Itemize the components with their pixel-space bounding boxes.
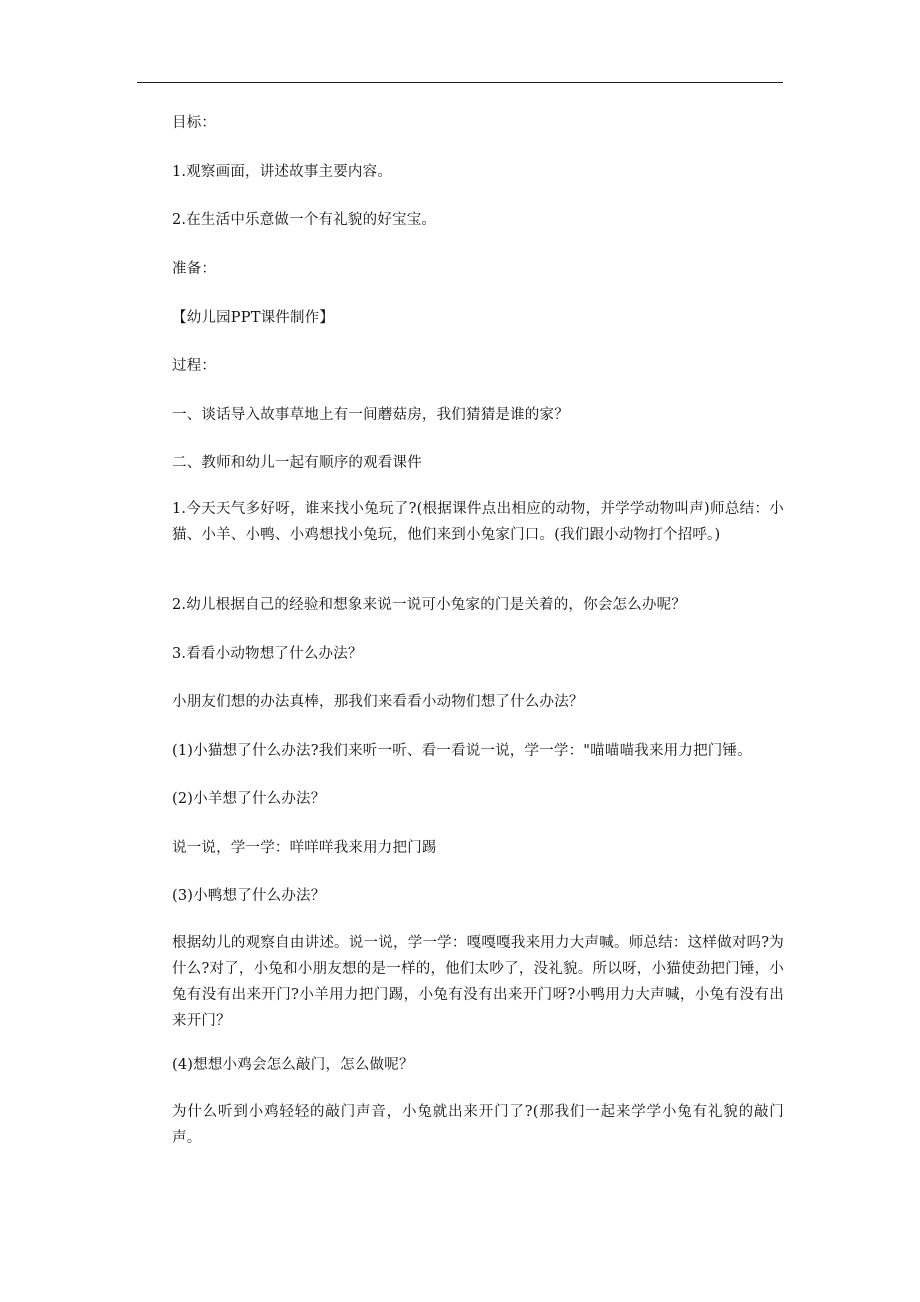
header-rule (137, 82, 783, 83)
process-paragraph-closing: 为什么听到小鸡轻轻的敲门声音，小兔就出来开门了?(那我们一起来学学小兔有礼貌的敲门声。 (172, 1104, 784, 1146)
process-paragraph-1: 1.今天天气多好呀，谁来找小兔玩了?(根据课件点出相应的动物，并学学动物叫声)师总结：小猫、小羊、小鸭、小鸡想找小兔玩，他们来到小兔家门口。(我们跟小动物打个招呼。) (172, 501, 784, 543)
goal-item-1: 1.观察画面，讲述故事主要内容。 (172, 164, 393, 180)
preparation-item: 【幼儿园PPT课件制作】 (172, 310, 335, 326)
process-step-1: 一、谈话导入故事草地上有一间蘑菇房，我们猜猜是谁的家？ (172, 407, 569, 423)
process-paragraph-chicken-question: (4)想想小鸡会怎么敲门，怎么做呢？ (172, 1057, 414, 1073)
process-paragraph-duck-question: (3)小鸭想了什么办法？ (172, 888, 326, 904)
process-paragraph-4: 小朋友们想的办法真棒，那我们来看看小动物们想了什么办法？ (172, 694, 584, 710)
section-label-goals: 目标： (172, 115, 217, 131)
section-label-preparation: 准备： (172, 261, 217, 277)
process-paragraph-sheep-question: (2)小羊想了什么办法？ (172, 791, 326, 807)
goal-item-2: 2.在生活中乐意做一个有礼貌的好宝宝。 (172, 212, 437, 228)
process-paragraph-summary: 根据幼儿的观察自由讲述。说一说，学一学：嘎嘎嘎我来用力大声喊。师总结：这样做对吗?为什么?对了，小兔和小朋友想的是一样的，他们太吵了，没礼貌。所以呀，小猫使劲把门锤，小兔有没有出来开门?小羊用力把门踢，小兔有没有出来开门呀?小鸭用力大声喊，小兔有没有出来开门？ (172, 935, 784, 1029)
process-paragraph-cat: (1)小猫想了什么办法?我们来听一听、看一看说一说，学一学："喵喵喵我来用力把门锤。 (172, 743, 752, 759)
process-step-2: 二、教师和幼儿一起有顺序的观看课件 (172, 455, 422, 471)
process-paragraph-3: 3.看看小动物想了什么办法？ (172, 646, 363, 662)
section-label-process: 过程： (172, 358, 217, 374)
process-paragraph-2: 2.幼儿根据自己的经验和想象来说一说可小兔家的门是关着的，你会怎么办呢？ (172, 597, 687, 613)
process-paragraph-sheep-say: 说一说，学一学：咩咩咩我来用力把门踢 (172, 840, 437, 856)
